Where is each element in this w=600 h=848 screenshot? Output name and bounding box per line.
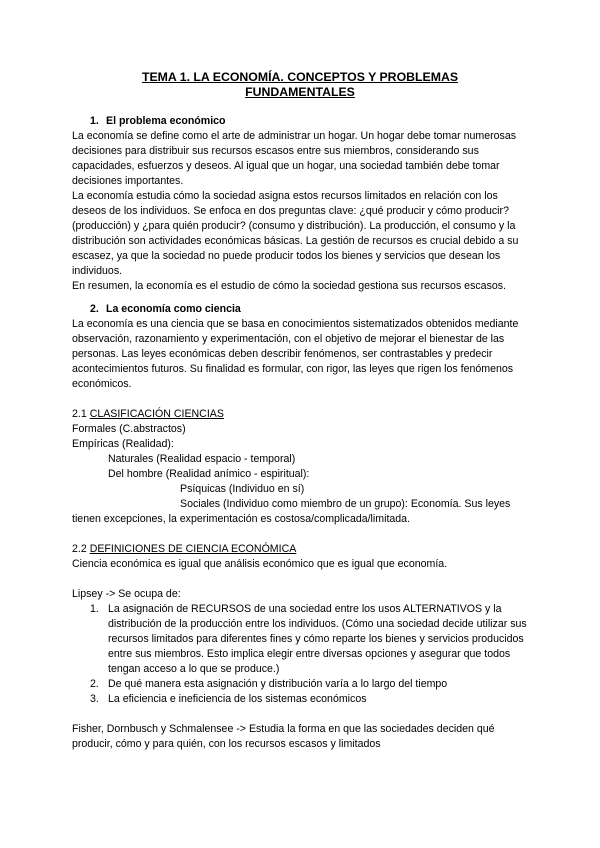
classification-naturales: Naturales (Realidad espacio - temporal)	[108, 453, 296, 465]
section-1-number: 1.	[90, 115, 99, 127]
classification-psiquicas: Psíquicas (Individuo en sí)	[180, 483, 305, 495]
lipsey-intro: Lipsey -> Se ocupa de:	[72, 588, 181, 600]
title-line-1: TEMA 1. LA ECONOMÍA. CONCEPTOS Y PROBLEMAS	[141, 70, 459, 84]
classification-hombre: Del hombre (Realidad anímico - espiritual):	[108, 468, 310, 480]
section-2-paragraph-1: La economía es una ciencia que se basa en conocimientos sistematizados obtenidos mediante observación, razonamiento y experimentación, con el objetivo de mejorar el bienestar de las personas. Las leyes económicas deben describir fenómenos, ser contrastables y predecir acontecimientos futuros. Su finalidad es formular, con rigor, las leyes que rigen los fenómenos económicos.	[72, 318, 519, 390]
list-item-text: La asignación de RECURSOS de una sociedad entre los usos ALTERNATIVOS y la distribución de la producción entre los individuos. (Cómo una sociedad decide utilizar sus recursos limitados para diferentes fines y cómo reparte los bienes y servicios producidos entre sus miembros. Esto implica elegir entre diversas opciones y asegurar que todos tengan acceso a lo que se produce.)	[108, 603, 527, 675]
definition-paragraph: Ciencia económica es igual que análisis económico que es igual que economía.	[72, 558, 448, 570]
document-title	[72, 70, 528, 100]
list-item-text: La eficiencia e ineficiencia de los sistemas económicos	[108, 693, 367, 705]
subsection-2-1-heading	[72, 407, 528, 422]
fisher-paragraph: Fisher, Dornbusch y Schmalensee -> Estudia la forma en que las sociedades deciden qué producir, cómo y para quién, con los recursos escasos y limitados	[72, 723, 495, 750]
list-item-number: 1.	[90, 603, 99, 615]
section-1-paragraph-3: En resumen, la economía es el estudio de cómo la sociedad gestiona sus recursos escasos.	[72, 280, 506, 292]
list-item-text: De qué manera esta asignación y distribución varía a lo largo del tiempo	[108, 678, 448, 690]
list-item	[72, 677, 528, 692]
lipsey-list	[72, 602, 528, 707]
subsection-2-2-title: DEFINICIONES DE CIENCIA ECONÓMICA	[89, 543, 297, 555]
classification-sociales: Sociales (Individuo como miembro de un grupo): Economía. Sus leyes tienen excepciones, la experimentación es costosa/complicada/limitada.	[72, 498, 511, 525]
section-1-heading	[72, 114, 528, 129]
title-line-2: FUNDAMENTALES	[245, 85, 355, 99]
document-page	[72, 70, 528, 752]
section-2-number: 2.	[90, 303, 99, 315]
subsection-2-2-number: 2.2	[72, 543, 87, 555]
section-1-heading-text: El problema económico	[106, 115, 226, 127]
section-2-heading-text: La economía como ciencia	[106, 303, 241, 315]
section-1-paragraph-2: La economía estudia cómo la sociedad asigna estos recursos limitados en relación con los deseos de los individuos. Se enfoca en dos preguntas clave: ¿qué producir y cómo producir? (producción) y ¿para quién producir? (consumo y distribución). La producción, el consumo y la distribución son actividades económicas básicas. La gestión de recursos es crucial debido a su escasez, ya que la sociedad no puede producir todos los bienes y servicios que desean los individuos.	[72, 190, 519, 277]
subsection-2-1-title: CLASIFICACIÓN CIENCIAS	[89, 408, 224, 420]
list-item	[72, 602, 528, 677]
section-2-heading	[72, 302, 528, 317]
list-item-number: 2.	[90, 678, 99, 690]
subsection-2-2-heading	[72, 542, 528, 557]
subsection-2-1-number: 2.1	[72, 408, 87, 420]
classification-empiricas: Empíricas (Realidad):	[72, 438, 174, 450]
section-1-paragraph-1: La economía se define como el arte de administrar un hogar. Un hogar debe tomar numerosas decisiones para distribuir sus recursos escasos entre sus miembros, considerando sus capacidades, esfuerzos y deseos. Al igual que un hogar, una sociedad también debe tomar decisiones importantes.	[72, 130, 517, 187]
list-item	[72, 692, 528, 707]
classification-formales: Formales (C.abstractos)	[72, 423, 186, 435]
list-item-number: 3.	[90, 693, 99, 705]
